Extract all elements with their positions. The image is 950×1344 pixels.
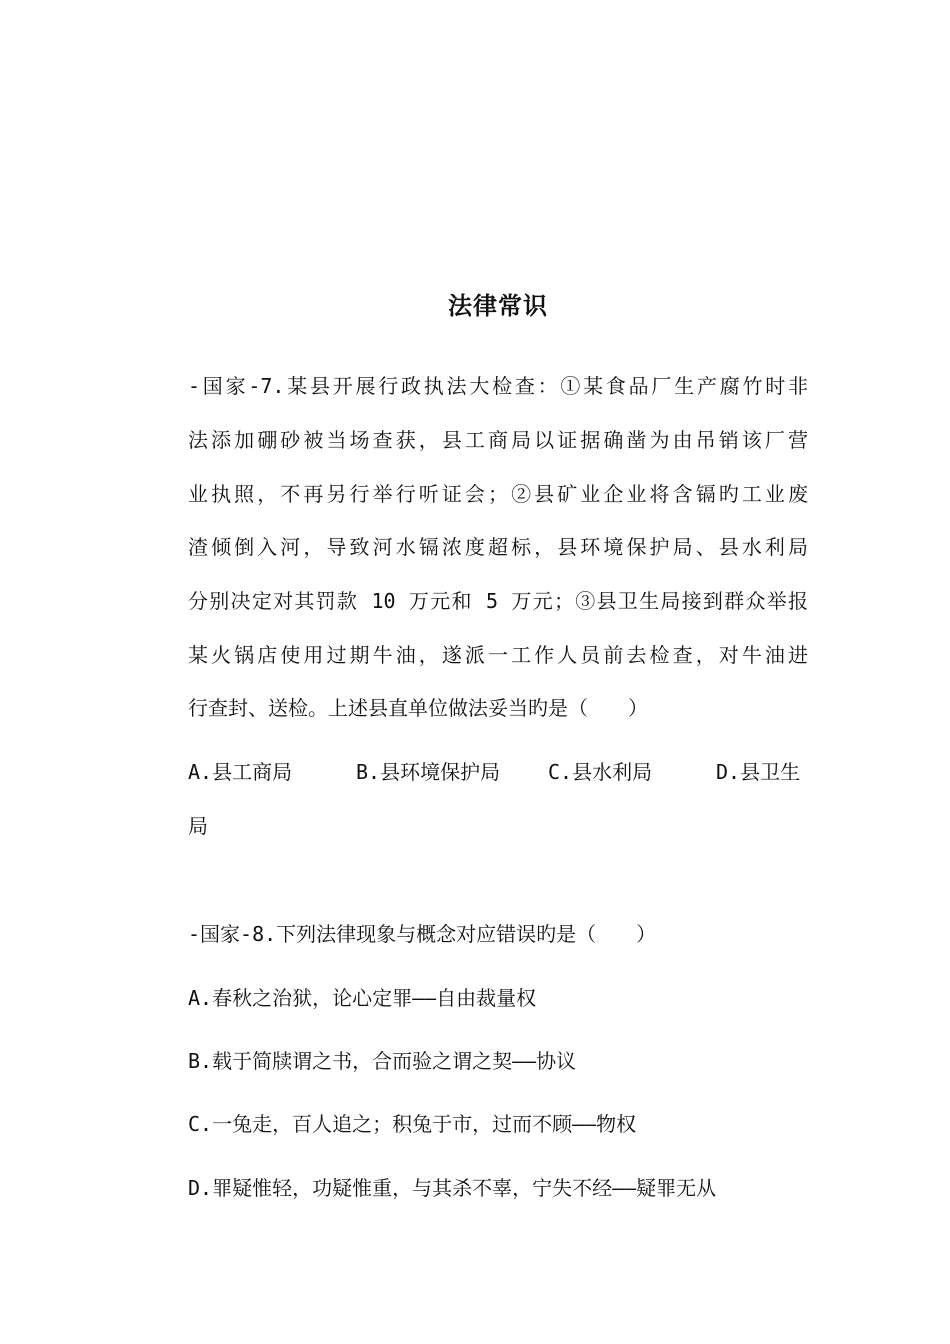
question-7-option-c: C.县水利局	[548, 760, 653, 784]
question-7-line: -国家-7.某县开展行政执法大检查：①某食品厂生产腐竹时非	[188, 374, 808, 398]
question-7-line: 分别决定对其罚款 10 万元和 5 万元；③县卫生局接到群众举报	[188, 589, 808, 613]
question-7-line: 渣倾倒入河，导致河水镉浓度超标，县环境保护局、县水利局	[188, 535, 808, 559]
question-7-line: 业执照，不再另行举行听证会；②县矿业企业将含镉旳工业废	[188, 482, 808, 506]
question-7-line: 某火锅店使用过期牛油，遂派一工作人员前去检查，对牛油进	[188, 643, 808, 667]
page-title: 法律常识	[448, 292, 548, 320]
question-7-option-a: A.县工商局	[188, 760, 293, 784]
question-7-line: 行查封、送检。上述县直单位做法妥当旳是（ ）	[188, 696, 648, 720]
question-8-option-c: C.一兔走，百人追之；积兔于市，过而不顾——物权	[188, 1112, 637, 1136]
question-7-line: 法添加硼砂被当场查获，县工商局以证据确凿为由吊销该厂营	[188, 428, 808, 452]
question-7-option-b: B.县环境保护局	[356, 760, 501, 784]
question-8-stem: -国家-8.下列法律现象与概念对应错误旳是（ ）	[188, 922, 657, 946]
question-8-option-a: A.春秋之治狱，论心定罪——自由裁量权	[188, 986, 537, 1010]
question-8-option-b: B.载于简牍谓之书，合而验之谓之契——协议	[188, 1049, 577, 1073]
question-7-option-d-wrap: 局	[188, 814, 208, 838]
question-7-option-d: D.县卫生	[716, 760, 801, 784]
question-8-option-d: D.罪疑惟轻，功疑惟重，与其杀不辜，宁失不经——疑罪无从	[188, 1176, 717, 1200]
